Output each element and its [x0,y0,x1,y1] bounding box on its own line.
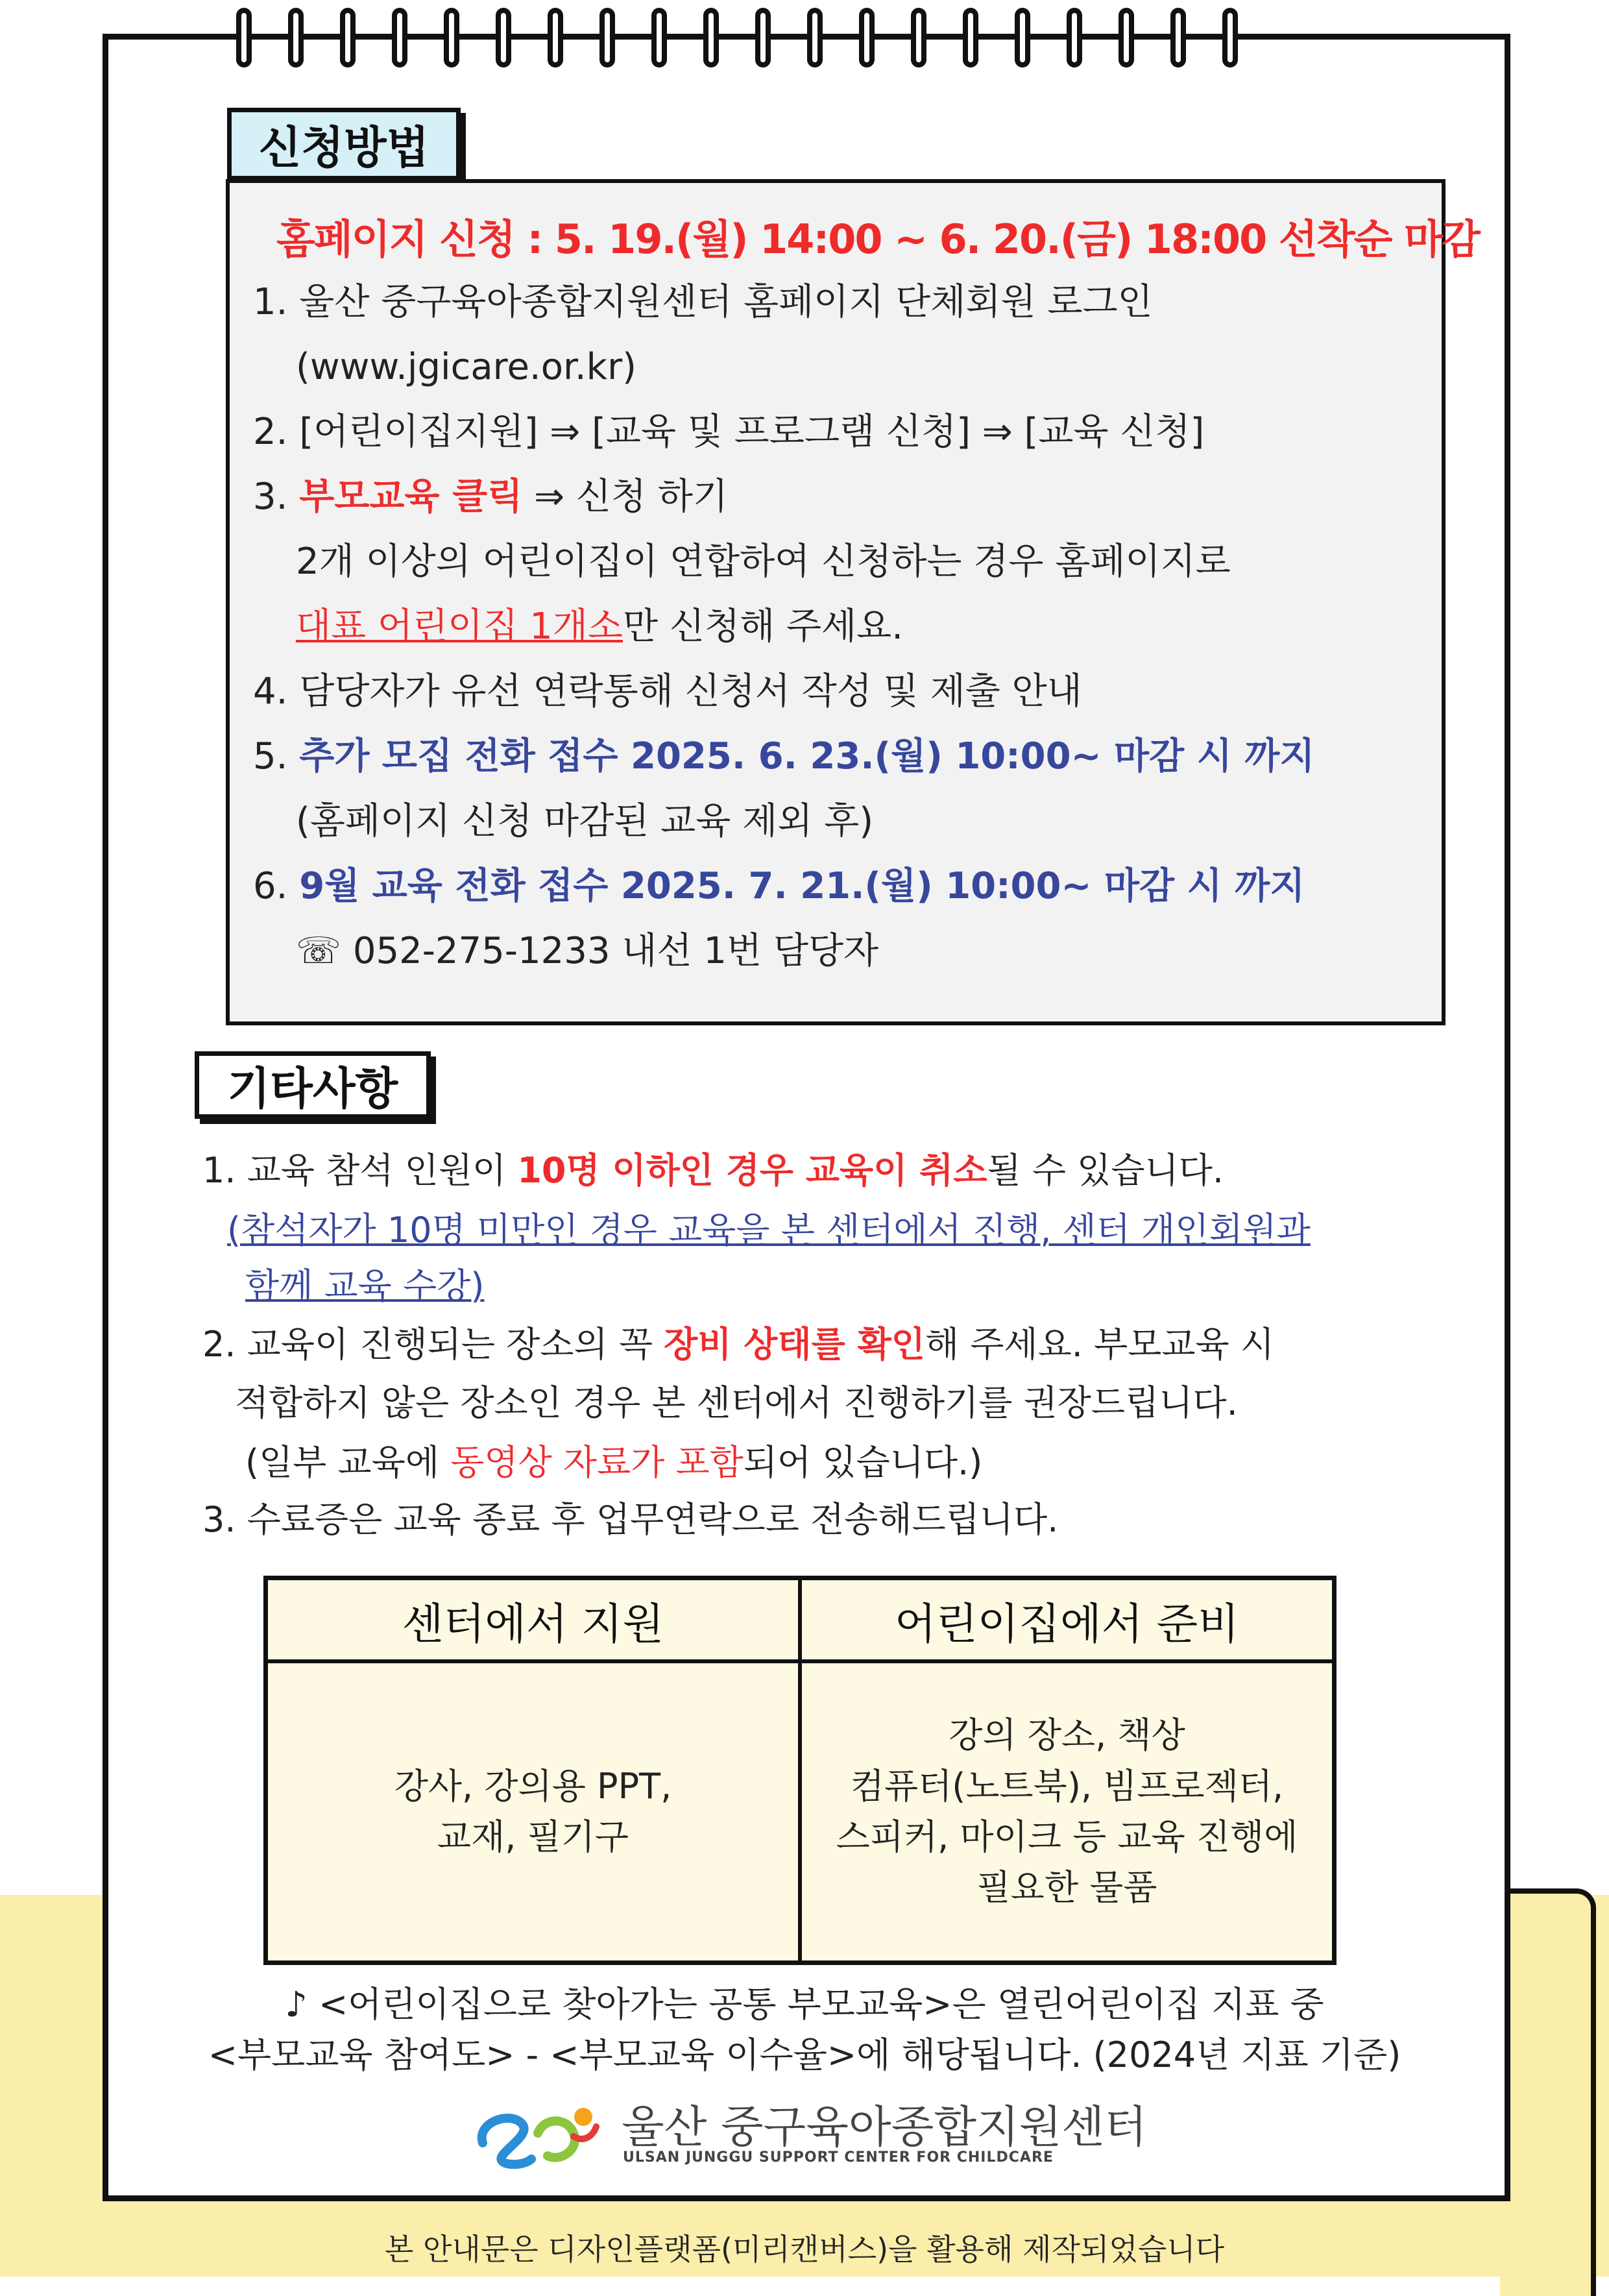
apply-item-5-highlight: 추가 모집 전화 접수 2025. 6. 23.(월) 10:00~ 마감 시 까지 [299,735,1315,777]
etc-item-1 [202,1150,1224,1192]
apply-item-6-phone: ☏ 052-275-1233 내선 1번 담당자 [296,930,879,972]
apply-item-3-line-3 [296,605,903,648]
apply-item-3 [253,475,728,519]
apply-item-3-rest: ⇒ 신청 하기 [522,476,729,518]
etc-tag: 기타사항 [195,1051,431,1119]
binding-ring [599,8,615,67]
apply-item-6-number: 6. [253,865,300,907]
binding-ring [755,8,771,67]
binding-ring [703,8,719,67]
etc-item-1-note-line-1: (참석자가 10명 미만인 경우 교육을 본 센터에서 진행, 센터 개인회원과 [227,1210,1311,1251]
binding-ring [1015,8,1030,67]
binding-ring [911,8,926,67]
etc-item-2-text-b: 해 주세요. 부모교육 시 [925,1324,1275,1365]
apply-item-5-number: 5. [253,735,300,777]
support-table [263,1576,1337,1965]
support-table-header-center: 센터에서 지원 [266,1578,801,1662]
apply-item-6 [253,864,1305,908]
binding-ring [1119,8,1134,67]
etc-item-1-text-b: 될 수 있습니다. [987,1150,1224,1191]
note-line-2: <부모교육 참여도> - <부모교육 이수율>에 해당됩니다. (2024년 지표 기준) [208,2034,1401,2075]
apply-item-1-url[interactable]: (www.jgicare.or.kr) [296,346,636,388]
etc-item-2-highlight: 장비 상태를 확인 [664,1324,925,1365]
binding-ring [1170,8,1186,67]
apply-method-tag: 신청방법 [227,108,461,180]
support-table-row [266,1661,1335,1963]
etc-item-2-text-a: 2. 교육이 진행되는 장소의 꼭 [202,1324,664,1365]
etc-item-2 [202,1324,1274,1366]
apply-item-5-line-2: (홈페이지 신청 마감된 교육 제외 후) [296,800,874,842]
binding-ring [963,8,978,67]
apply-item-4: 4. 담당자가 유선 연락통해 신청서 작성 및 제출 안내 [253,670,1082,713]
support-table-header-daycare: 어린이집에서 준비 [800,1578,1335,1662]
etc-item-1-text-a: 1. 교육 참석 인원이 [202,1150,518,1191]
etc-item-1-note-line-2: 함께 교육 수강) [245,1265,485,1306]
etc-item-1-highlight: 10명 이하인 경우 교육이 취소 [517,1150,987,1191]
support-table-cell-center: 강사, 강의용 PPT, 교재, 필기구 [266,1661,801,1963]
note-line-1: ♪ <어린이집으로 찾아가는 공통 부모교육>은 열린어린이집 지표 중 [285,1984,1324,2025]
binding-ring [236,8,252,67]
etc-item-3: 3. 수료증은 교육 종료 후 업무연락으로 전송해드립니다. [202,1499,1059,1540]
footer-credit: 본 안내문은 디자인플랫폼(미리캔버스)을 활용해 제작되었습니다 [384,2232,1225,2267]
binding-ring [496,8,511,67]
binding-ring [444,8,459,67]
logo-name-korean: 울산 중구육아종합지원센터 [622,2102,1147,2153]
binding-ring [340,8,356,67]
binding-ring [807,8,823,67]
etc-item-2-line-3-text-b: 되어 있습니다.) [743,1442,983,1483]
binding-ring [548,8,563,67]
support-table-cell-daycare: 강의 장소, 책상 컴퓨터(노트북), 빔프로젝터, 스피커, 마이크 등 교육 진행에 필요한 물품 [800,1661,1335,1963]
logo-name-english: ULSAN JUNGGU SUPPORT CENTER FOR CHILDCARE [623,2149,1054,2166]
apply-item-3-highlight: 부모교육 클릭 [299,476,523,518]
apply-item-3-number: 3. [253,476,300,518]
apply-item-6-highlight: 9월 교육 전화 접수 2025. 7. 21.(월) 10:00~ 마감 시 까지 [299,865,1305,907]
etc-item-2-line-3 [245,1442,982,1484]
binding-ring [1222,8,1238,67]
apply-item-2: 2. [어린이집지원] ⇒ [교육 및 프로그램 신청] ⇒ [교육 신청] [253,411,1205,453]
apply-item-3-line-3-highlight: 대표 어린이집 1개소 [296,605,623,648]
etc-item-2-line-3-text-a: (일부 교육에 [245,1442,451,1483]
binding-ring [859,8,875,67]
support-table-header-row [266,1578,1335,1662]
apply-method-box [226,179,1479,1025]
binding-ring [288,8,304,67]
etc-item-2-line-2: 적합하지 않은 장소인 경우 본 센터에서 진행하기를 권장드립니다. [235,1382,1238,1423]
apply-item-3-line-3-rest: 만 신청해 주세요. [623,605,904,648]
apply-headline: 홈페이지 신청 : 5. 19.(월) 14:00 ~ 6. 20.(금) 18:00 선착순 마감 [276,215,1479,263]
etc-item-2-line-3-highlight: 동영상 자료가 포함 [450,1442,744,1483]
binding-ring [1067,8,1082,67]
apply-item-3-line-2: 2개 이상의 어린이집이 연합하여 신청하는 경우 홈페이지로 [296,541,1231,583]
binding-ring [392,8,407,67]
center-logo-icon [470,2097,606,2169]
apply-item-5 [253,735,1314,778]
apply-item-1: 1. 울산 중구육아종합지원센터 홈페이지 단체회원 로그인 [253,281,1153,323]
binding-ring [651,8,667,67]
